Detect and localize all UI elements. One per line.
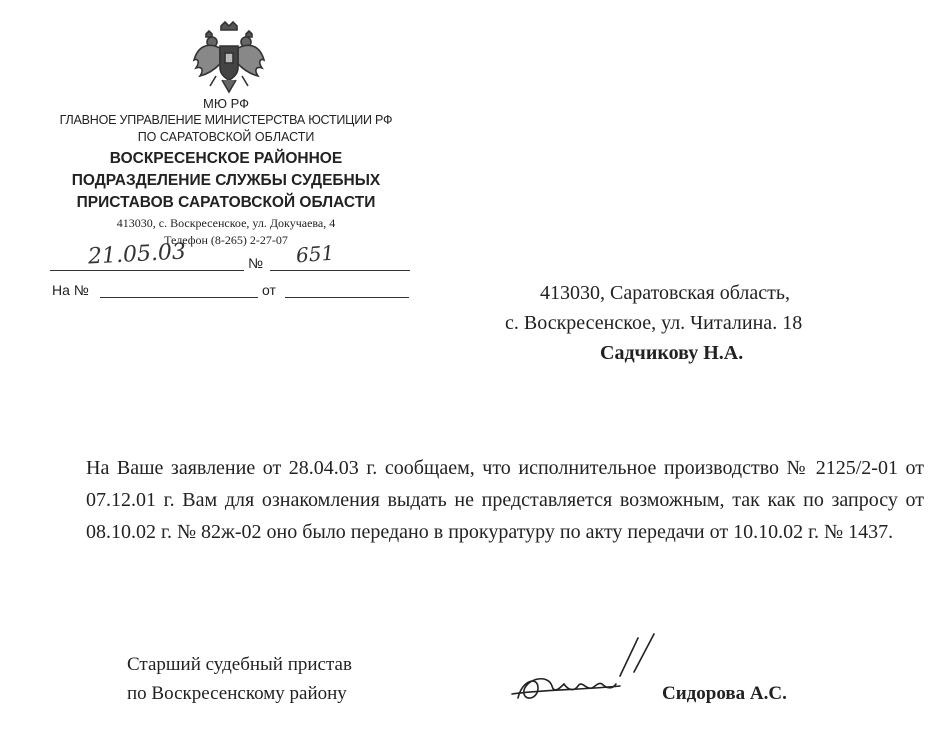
incoming-date-line — [285, 297, 409, 298]
outgoing-date-line — [50, 270, 244, 271]
incoming-number-label: На № — [52, 282, 89, 298]
outgoing-number-handwritten: 651 — [295, 240, 335, 268]
signer-title-line-1: Старший судебный пристав — [127, 654, 352, 675]
subdivision-line-2: ПОДРАЗДЕЛЕНИЕ СЛУЖБЫ СУДЕБНЫХ — [71, 172, 381, 189]
outgoing-number-label: № — [248, 255, 264, 271]
outgoing-date-handwritten: 21.05.03 — [87, 239, 187, 270]
recipient-address-line-2: с. Воскресенское, ул. Читалина. 18 — [505, 312, 803, 334]
incoming-from-label: от — [262, 282, 276, 298]
signer-name: Сидорова А.С. — [662, 683, 787, 704]
recipient-name: Садчикову Н.А. — [600, 342, 744, 364]
office-address: 413030, с. Воскресенское, ул. Докучаева, 4 — [116, 216, 336, 230]
subdivision-line-1: ВОСКРЕСЕНСКОЕ РАЙОННОЕ — [109, 150, 343, 167]
letter-body: На Ваше заявление от 28.04.03 г. сообщаем, что исполнительное производство № 2125/2-01 от 07.12.01 г. Вам для ознакомления выдать не представляется возможным, так как по запросу от 08.10.02 г. № 82ж-02 оно было передано в прокуратуру по акту передачи от 10.10.02 г. № 1437. — [86, 457, 924, 543]
subdivision-line-3: ПРИСТАВОВ САРАТОВСКОЙ ОБЛАСТИ — [76, 194, 376, 211]
org-region: ПО САРАТОВСКОЙ ОБЛАСТИ — [137, 130, 315, 144]
signer-title-line-2: по Воскресенскому району — [127, 683, 347, 704]
recipient-address-line-1: 413030, Саратовская область, — [540, 282, 791, 304]
incoming-number-line — [100, 297, 258, 298]
org-main-name: ГЛАВНОЕ УПРАВЛЕНИЕ МИНИСТЕРСТВА ЮСТИЦИИ РФ — [59, 113, 393, 127]
handwritten-signature — [508, 628, 658, 708]
outgoing-number-line — [270, 270, 410, 271]
org-short-name: МЮ РФ — [203, 96, 249, 111]
double-headed-eagle-emblem — [190, 20, 268, 100]
office-phone: Телефон (8-265) 2-27-07 — [164, 233, 288, 247]
